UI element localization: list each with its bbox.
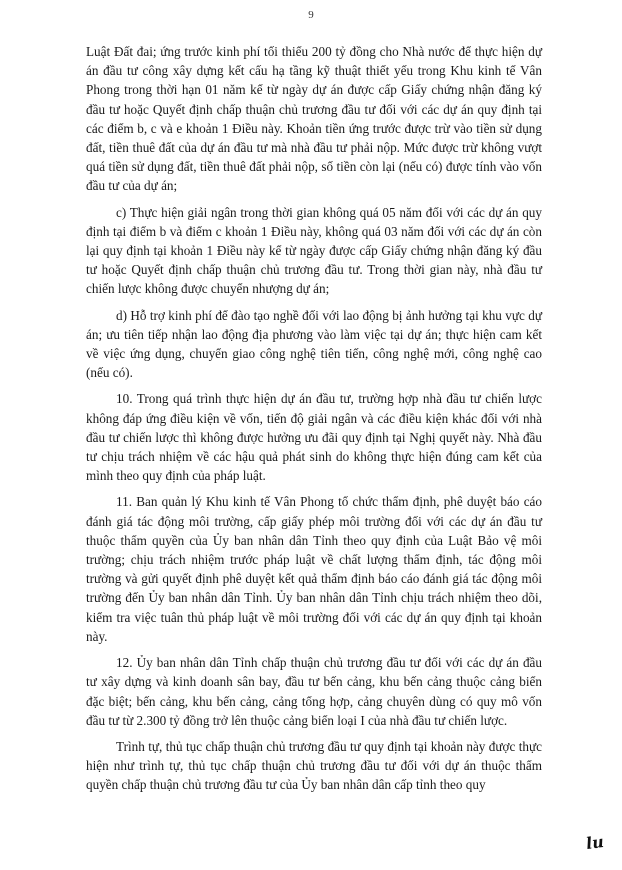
handwritten-initial-mark: lu [585, 831, 606, 854]
document-body [86, 42, 542, 802]
paragraph-point-d: d) Hỗ trợ kinh phí để đào tạo nghề đối với lao động bị ảnh hưởng tại khu vực dự án; ưu tiên tiếp nhận lao động địa phương vào làm việc tại dự án; thực hiện cam kết về việc ứng dụng, chuyển giao công nghệ tiên tiến, công nghệ mới, công nghệ cao (nếu có). [86, 307, 542, 381]
paragraph-clause-11: 11. Ban quản lý Khu kinh tế Vân Phong tổ chức thẩm định, phê duyệt báo cáo đánh giá tác động môi trường, cấp giấy phép môi trường đối với các dự án đầu tư thuộc thẩm quyền của Ủy ban nhân dân Tỉnh theo quy định của Luật Bảo vệ môi trường; chịu trách nhiệm trước pháp luật về chất lượng thẩm định, tác động môi trường và gửi quyết định phê duyệt kết quả thẩm định báo cáo đánh giá tác động môi trường đến Ủy ban nhân dân Tỉnh. Ủy ban nhân dân Tỉnh chịu trách nhiệm theo dõi, kiểm tra việc tuân thủ pháp luật về môi trường đối với các dự án quy định tại khoản này. [86, 494, 542, 644]
paragraph-clause-10: 10. Trong quá trình thực hiện dự án đầu tư, trường hợp nhà đầu tư chiến lược không đáp ứng điều kiện về vốn, tiến độ giải ngân và các điều kiện khác đối với nhà đầu tư chiến lược thì không được hưởng ưu đãi quy định tại Nghị quyết này. Nhà đầu tư chịu trách nhiệm về các hậu quả phát sinh do không thực hiện đúng cam kết của mình theo quy định của pháp luật. [86, 391, 542, 484]
paragraph-procedure: Trình tự, thủ tục chấp thuận chủ trương đầu tư quy định tại khoản này được thực hiện như trình tự, thủ tục chấp thuận chủ trương đầu tư đối với dự án thuộc thẩm quyền chấp thuận chủ trương đầu tư của Ủy ban nhân dân cấp tỉnh theo quy [86, 738, 542, 793]
paragraph-clause-12: 12. Ủy ban nhân dân Tỉnh chấp thuận chủ trương đầu tư đối với các dự án đầu tư xây dựng và kinh doanh sân bay, đầu tư bến cảng, khu bến cảng thuộc cảng biển đặc biệt; bến cảng, khu bến cảng, cảng tổng hợp, cảng chuyên dùng có quy mô vốn đầu tư từ 2.300 tỷ đồng trở lên thuộc cảng biển loại I của nhà đầu tư chiến lược. [86, 655, 542, 728]
paragraph-point-c: c) Thực hiện giải ngân trong thời gian không quá 05 năm đối với các dự án quy định tại điểm b và điểm c khoản 1 Điều này, không quá 03 năm đối với các dự án còn lại quy định tại khoản 1 Điều này kể từ ngày được cấp Giấy chứng nhận đăng ký đầu tư hoặc Quyết định chấp thuận chủ trương đầu tư. Trong thời gian này, nhà đầu tư chiến lược không được chuyển nhượng dự án; [86, 204, 542, 297]
paragraph-continuation: Luật Đất đai; ứng trước kinh phí tối thiểu 200 tỷ đồng cho Nhà nước để thực hiện dự án đầu tư công xây dựng kết cấu hạ tầng kỹ thuật thiết yếu trong Khu kinh tế Vân Phong trong thời hạn 01 năm kể từ ngày dự án được cấp Giấy chứng nhận đăng ký đầu tư hoặc Quyết định chấp thuận chủ trương đầu tư đối với các dự án quy định tại các điểm b, c và e khoản 1 Điều này. Khoản tiền ứng trước được trừ vào tiền sử dụng đất, tiền thuê đất của dự án đầu tư mà nhà đầu tư phải nộp. Mức được trừ không vượt quá tiền sử dụng đất, tiền thuê đất phải nộp, số tiền còn lại (nếu có) được tính vào vốn đầu tư của dự án; [86, 44, 542, 194]
page-number: 9 [308, 9, 314, 21]
